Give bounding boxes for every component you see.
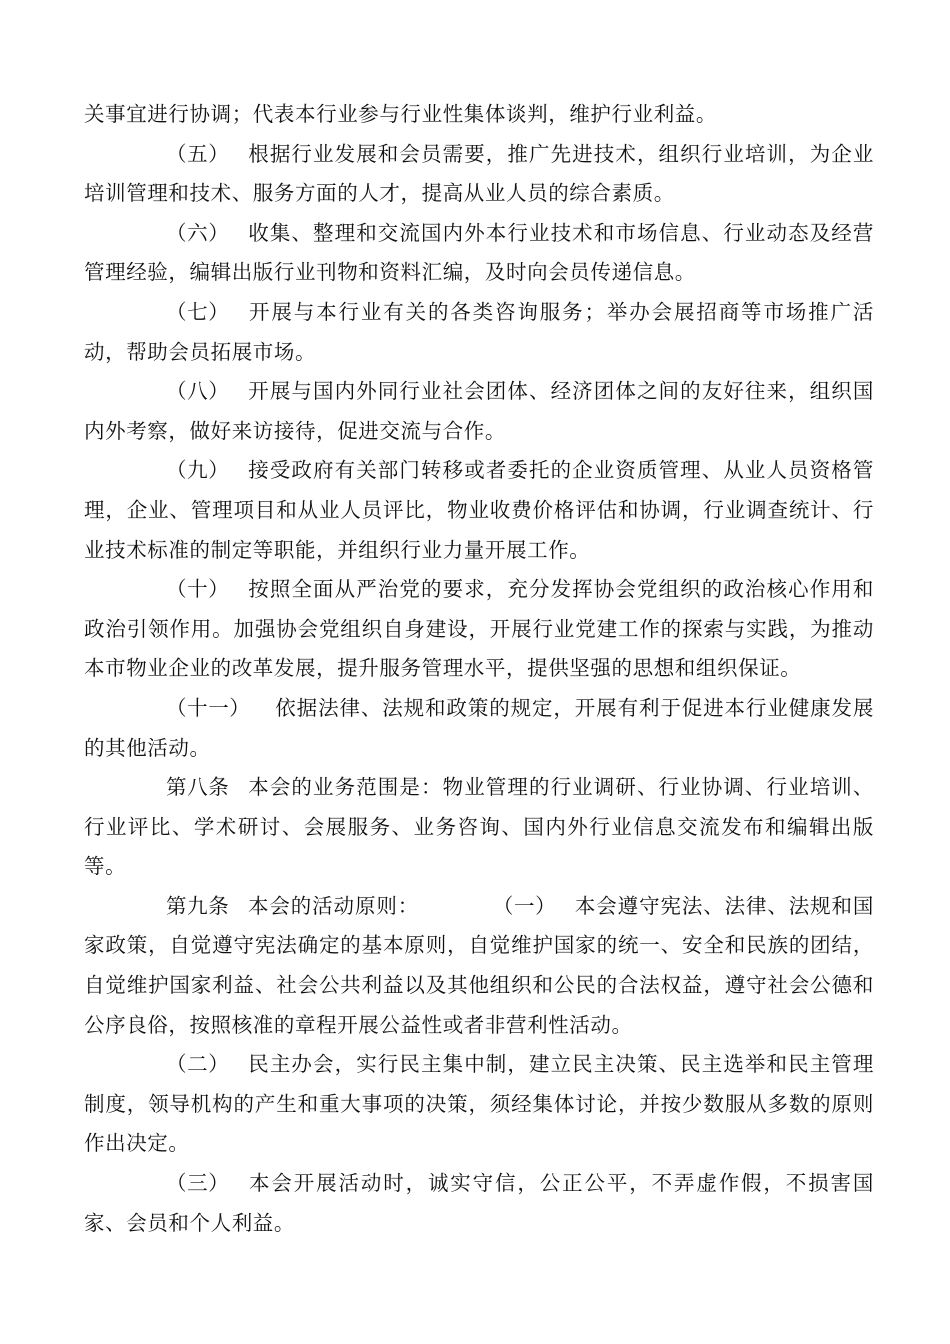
- paragraph-principle-3: [84, 1164, 874, 1243]
- paragraph-item-9: [84, 451, 874, 570]
- item-label: （十）: [166, 577, 230, 602]
- paragraph-text: 依据法律、法规和政策的规定，开展有利于促进本行业健康发展的其他活动。: [84, 695, 874, 760]
- paragraph-text: 关事宜进行协调；代表本行业参与行业性集体谈判，维护行业利益。: [84, 102, 717, 126]
- item-label: （八）: [166, 379, 230, 404]
- paragraph-item-11: [84, 689, 874, 768]
- article-8: [84, 768, 874, 887]
- article-label: 第八条: [166, 775, 230, 800]
- item-label: （三）: [166, 1171, 230, 1196]
- article-label: 第九条: [166, 893, 230, 918]
- paragraph-text: 接受政府有关部门转移或者委托的企业资质管理、从业人员资格管理，企业、管理项目和从业人员评比，物业收费价格评估和协调，行业调查统计、行业技术标准的制定等职能，并组织行业力量开展工作。: [84, 458, 874, 562]
- paragraph-continuation: [84, 95, 874, 135]
- paragraph-text: 开展与本行业有关的各类咨询服务；举办会展招商等市场推广活动，帮助会员拓展市场。: [84, 299, 874, 364]
- paragraph-text: 本会遵守宪法、法律、法规和国家政策，自觉遵守宪法确定的基本原则，自觉维护国家的统一、安全和民族的团结，自觉维护国家利益、社会公共利益以及其他组织和公民的合法权益，遵守社会公德和公序良俗，按照核准的章程开展公益性或者非营利性活动。: [84, 893, 874, 1037]
- paragraph-text: 本会的业务范围是：物业管理的行业调研、行业协调、行业培训、行业评比、学术研讨、会展服务、业务咨询、国内外行业信息交流发布和编辑出版等。: [84, 775, 874, 879]
- paragraph-principle-2: [84, 1045, 874, 1164]
- paragraph-item-6: [84, 214, 874, 293]
- item-label: （七）: [166, 299, 230, 324]
- document-page: [84, 95, 874, 1243]
- paragraph-text: 按照全面从严治党的要求，充分发挥协会党组织的政治核心作用和政治引领作用。加强协会党组织自身建设，开展行业党建工作的探索与实践，为推动本市物业企业的改革发展，提升服务管理水平，提供坚强的思想和组织保证。: [84, 577, 874, 681]
- paragraph-item-10: [84, 570, 874, 689]
- paragraph-text: 根据行业发展和会员需要，推广先进技术，组织行业培训，为企业培训管理和技术、服务方面的人才，提高从业人员的综合素质。: [84, 141, 874, 206]
- paragraph-text: 本会开展活动时，诚实守信，公正公平，不弄虚作假，不损害国家、会员和个人利益。: [84, 1171, 874, 1235]
- paragraph-item-7: [84, 293, 874, 372]
- item-label: （九）: [166, 458, 230, 483]
- item-label: （二）: [166, 1052, 230, 1077]
- paragraph-text: 开展与国内外同行业社会团体、经济团体之间的友好往来，组织国内外考察，做好来访接待，促进交流与合作。: [84, 379, 874, 443]
- item-label: （五）: [166, 141, 230, 166]
- item-label: （六）: [166, 220, 230, 245]
- paragraph-text: 民主办会，实行民主集中制，建立民主决策、民主选举和民主管理制度，领导机构的产生和重大事项的决策，须经集体讨论，并按少数服从多数的原则作出决定。: [84, 1052, 874, 1156]
- paragraph-item-8: [84, 372, 874, 451]
- item-label: （一）: [492, 893, 557, 918]
- item-label: （十一）: [166, 695, 251, 720]
- paragraph-item-5: [84, 135, 874, 214]
- paragraph-text: 收集、整理和交流国内外本行业技术和市场信息、行业动态及经营管理经验，编辑出版行业刊物和资料汇编，及时向会员传递信息。: [84, 220, 874, 285]
- article-9: [84, 887, 874, 1045]
- paragraph-text: 本会的活动原则：: [247, 893, 420, 918]
